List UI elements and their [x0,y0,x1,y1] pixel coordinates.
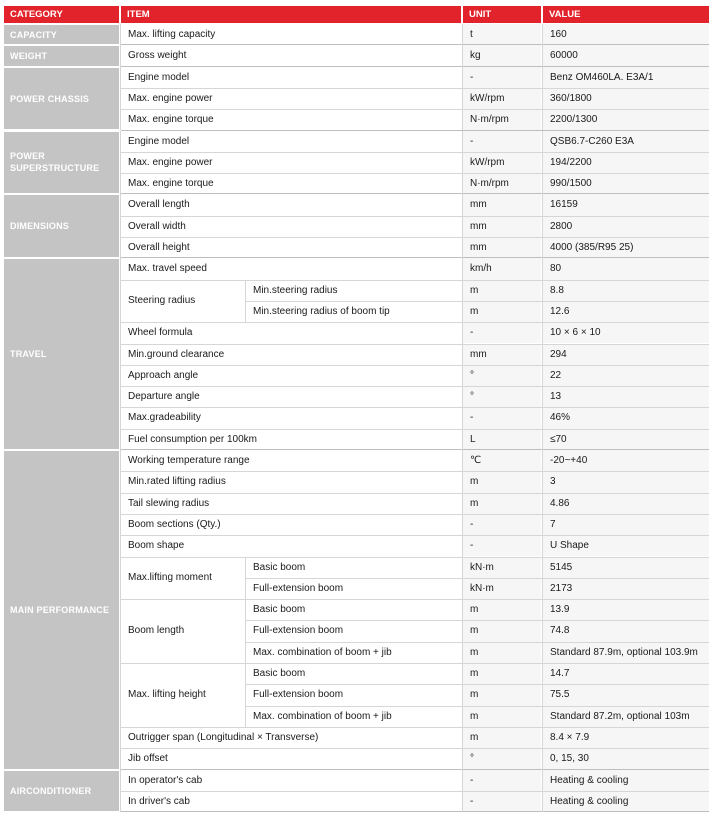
row-divider [245,706,709,707]
column-divider [542,770,543,813]
category-label: DIMENSIONS [4,195,119,257]
unit-value: m [463,663,541,684]
item-label: In driver's cab [121,791,461,812]
spec-value: 16159 [543,194,709,215]
spec-value: 2200/1300 [543,109,709,130]
row-divider [121,109,709,110]
unit-value: m [463,620,541,641]
unit-value: - [463,407,541,428]
column-divider [462,24,463,45]
item-label: Max. engine torque [121,109,461,130]
item-label: Min.steering radius [246,280,461,301]
row-divider [245,578,709,579]
item-group-label: Max. lifting height [121,663,245,727]
spec-value: Benz OM460LA. E3A/1 [543,67,709,88]
row-divider [245,620,709,621]
item-label: Jib offset [121,748,461,769]
row-divider [121,429,709,430]
column-divider [120,450,121,770]
spec-value: 74.8 [543,620,709,641]
unit-value: - [463,770,541,791]
spec-value: 160 [543,24,709,45]
column-divider [462,770,463,813]
spec-value: Standard 87.2m, optional 103m [543,706,709,727]
row-divider [121,344,709,345]
row-divider [121,386,709,387]
spec-value: 4.86 [543,493,709,514]
unit-value: - [463,322,541,343]
item-label: Max. combination of boom + jib [246,706,461,727]
item-label: Full-extension boom [246,620,461,641]
column-divider [120,67,121,131]
item-label: Max.gradeability [121,407,461,428]
unit-value: m [463,471,541,492]
spec-value: Standard 87.9m, optional 103.9m [543,642,709,663]
unit-value: t [463,24,541,45]
item-label: Boom sections (Qty.) [121,514,461,535]
column-divider [120,770,121,813]
item-label: Min.steering radius of boom tip [246,301,461,322]
item-label: Max. engine power [121,88,461,109]
column-divider [462,450,463,770]
item-label: Overall height [121,237,461,258]
row-divider [245,301,709,302]
header-unit: UNIT [463,6,541,23]
item-label: Gross weight [121,45,461,66]
item-group-label: Max.lifting moment [121,557,245,600]
item-label: Departure angle [121,386,461,407]
item-label: Max. engine power [121,152,461,173]
item-label: Outrigger span (Longitudinal × Transverse) [121,727,461,748]
spec-value: QSB6.7-C260 E3A [543,131,709,152]
header-item: ITEM [121,6,461,23]
item-group-label: Boom length [121,599,245,663]
category-label: TRAVEL [4,259,119,449]
spec-value: 0, 15, 30 [543,748,709,769]
unit-value: N·m/rpm [463,109,541,130]
unit-value: m [463,301,541,322]
unit-value: km/h [463,258,541,279]
spec-value: 14.7 [543,663,709,684]
row-divider [121,493,709,494]
unit-value: kN·m [463,557,541,578]
row-divider [121,557,709,558]
row-divider [121,216,709,217]
unit-value: kW/rpm [463,88,541,109]
row-divider [121,748,709,749]
unit-value: ° [463,386,541,407]
item-label: Min.rated lifting radius [121,471,461,492]
row-divider [121,322,709,323]
unit-value: L [463,429,541,450]
column-divider [542,45,543,66]
unit-value: ° [463,748,541,769]
spec-value: 4000 (385/R95 25) [543,237,709,258]
row-divider [121,152,709,153]
unit-value: mm [463,194,541,215]
section-divider [121,811,709,812]
column-divider [542,67,543,131]
row-divider [121,727,709,728]
spec-value: 80 [543,258,709,279]
item-label: Basic boom [246,599,461,620]
unit-value: - [463,791,541,812]
item-label: In operator's cab [121,770,461,791]
unit-value: - [463,131,541,152]
item-label: Max. engine torque [121,173,461,194]
unit-value: m [463,493,541,514]
item-label: Boom shape [121,535,461,556]
header-category: CATEGORY [4,6,119,23]
item-label: Overall width [121,216,461,237]
spec-value: 8.8 [543,280,709,301]
column-divider [542,131,543,195]
item-label: Max. travel speed [121,258,461,279]
column-divider [120,258,121,450]
row-divider [121,791,709,792]
unit-value: m [463,599,541,620]
row-divider [121,471,709,472]
unit-value: m [463,642,541,663]
column-divider [462,131,463,195]
unit-value: kW/rpm [463,152,541,173]
unit-value: mm [463,237,541,258]
spec-value: 8.4 × 7.9 [543,727,709,748]
unit-value: ℃ [463,450,541,471]
unit-value: m [463,727,541,748]
spec-value: 12.6 [543,301,709,322]
spec-value: 13 [543,386,709,407]
spec-value: 990/1500 [543,173,709,194]
unit-value: - [463,67,541,88]
row-divider [121,535,709,536]
item-label: Full-extension boom [246,684,461,705]
spec-value: 360/1800 [543,88,709,109]
spec-value: 60000 [543,45,709,66]
row-divider [121,365,709,366]
unit-value: - [463,535,541,556]
unit-value: m [463,684,541,705]
spec-value: Heating & cooling [543,770,709,791]
column-divider [462,45,463,66]
column-divider [462,258,463,450]
row-divider [121,173,709,174]
category-label: POWER SUPERSTRUCTURE [4,132,119,194]
item-label: Fuel consumption per 100km [121,429,461,450]
spec-value: 46% [543,407,709,428]
item-label: Basic boom [246,557,461,578]
item-label: Basic boom [246,663,461,684]
unit-value: ° [463,365,541,386]
item-label: Tail slewing radius [121,493,461,514]
row-divider [121,407,709,408]
column-divider [462,194,463,258]
spec-value: 13.9 [543,599,709,620]
spec-value: Heating & cooling [543,791,709,812]
category-label: CAPACITY [4,25,119,44]
item-label: Working temperature range [121,450,461,471]
item-label: Approach angle [121,365,461,386]
spec-value: 2800 [543,216,709,237]
header-value: VALUE [543,6,709,23]
unit-value: mm [463,216,541,237]
column-divider [120,131,121,195]
unit-value: m [463,706,541,727]
item-label: Engine model [121,131,461,152]
row-divider [121,599,709,600]
item-label: Full-extension boom [246,578,461,599]
item-label: Wheel formula [121,322,461,343]
item-label: Engine model [121,67,461,88]
spec-value: ≤70 [543,429,709,450]
spec-value: 2173 [543,578,709,599]
row-divider [245,684,709,685]
item-label: Min.ground clearance [121,344,461,365]
column-divider [542,194,543,258]
unit-value: kg [463,45,541,66]
column-divider [462,67,463,131]
row-divider [121,280,709,281]
column-divider [542,450,543,770]
item-label: Overall length [121,194,461,215]
category-label: WEIGHT [4,46,119,65]
column-divider [542,24,543,45]
spec-value: 5145 [543,557,709,578]
category-label: POWER CHASSIS [4,68,119,130]
spec-value: U Shape [543,535,709,556]
row-divider [121,514,709,515]
column-divider [120,194,121,258]
unit-value: - [463,514,541,535]
column-divider [120,45,121,66]
unit-value: mm [463,344,541,365]
spec-value: 7 [543,514,709,535]
spec-value: 194/2200 [543,152,709,173]
spec-value: -20~+40 [543,450,709,471]
spec-value: 10 × 6 × 10 [543,322,709,343]
category-label: AIRCONDITIONER [4,771,119,812]
item-label: Max. combination of boom + jib [246,642,461,663]
category-label: MAIN PERFORMANCE [4,451,119,769]
row-divider [245,642,709,643]
row-divider [121,88,709,89]
item-label: Max. lifting capacity [121,24,461,45]
column-divider [542,258,543,450]
unit-value: N·m/rpm [463,173,541,194]
item-group-label: Steering radius [121,280,245,323]
spec-value: 75.5 [543,684,709,705]
unit-value: kN·m [463,578,541,599]
spec-value: 3 [543,471,709,492]
spec-value: 22 [543,365,709,386]
spec-value: 294 [543,344,709,365]
row-divider [121,663,709,664]
unit-value: m [463,280,541,301]
row-divider [121,237,709,238]
column-divider [120,24,121,45]
